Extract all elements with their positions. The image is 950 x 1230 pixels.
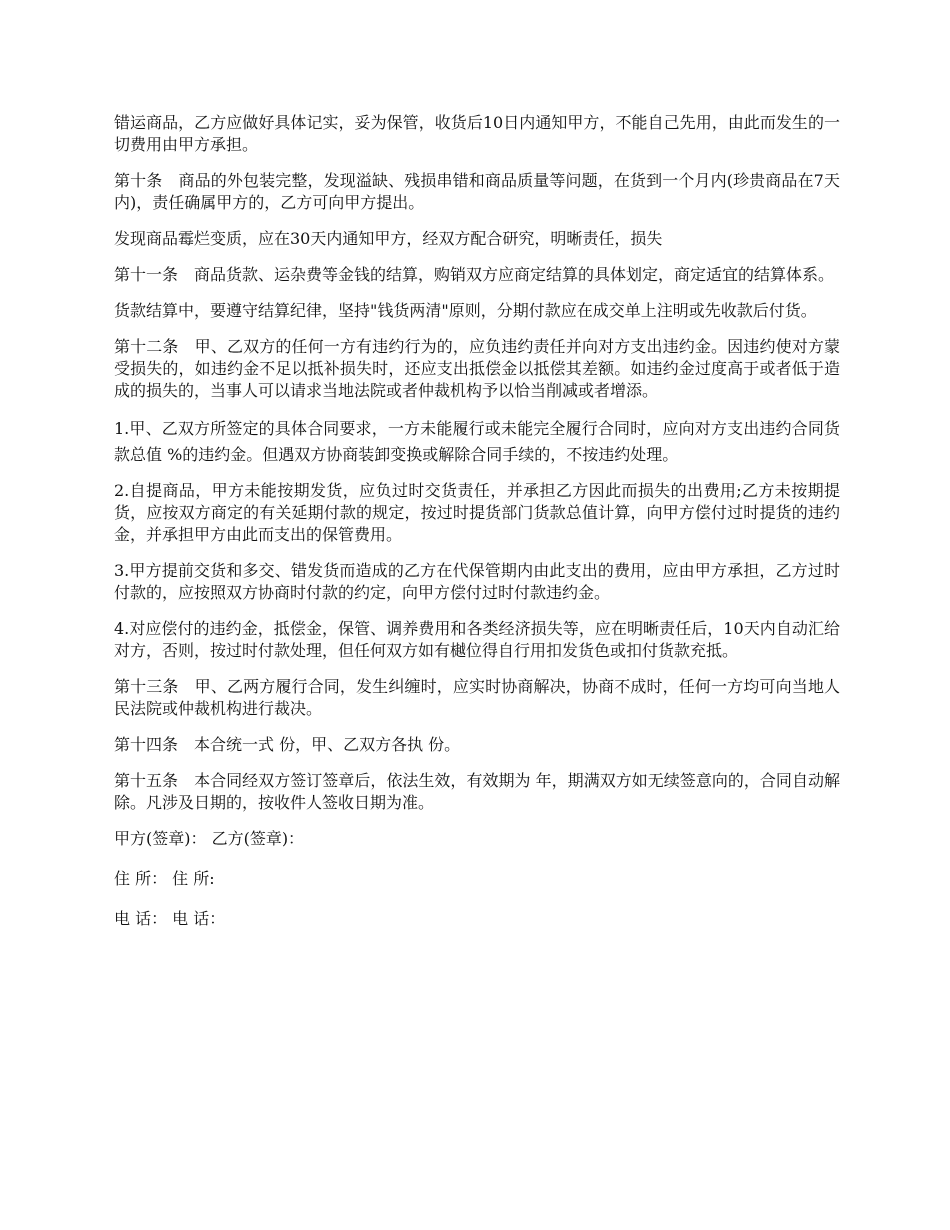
paragraph-clause-2: 2.自提商品，甲方未能按期发货，应负过时交货责任，并承担乙方因此而损失的出费用;乙方未按期提货，应按双方商定的有关延期付款的规定，按过时提货部门货款总值计算，向甲方偿付过时提货的违约金，并承担甲方由此而支出的保管费用。: [114, 481, 840, 544]
address-line: 住 所： 住 所:: [114, 869, 215, 888]
paragraph-clause-1: 1.甲、乙双方所签定的具体合同要求，一方未能履行或未能完全履行合同时，应向对方支出违约合同货款总值 %的违约金。但遇双方协商装卸变换或解除合同手续的，不按违约处理。: [114, 419, 840, 464]
paragraph-clause-4: 4.对应偿付的违约金，抵偿金，保管、调养费用和各类经济损失等，应在明晰责任后，10天内自动汇给对方，否则，按过时付款处理，但任何双方如有樾位得自行用扣发货色或扣付货款充抵。: [114, 619, 840, 660]
paragraph-spoilage: 发现商品霉烂变质，应在30天内通知甲方，经双方配合研究，明晰责任，损失: [114, 229, 663, 248]
paragraph-article-11: 第十一条 商品货款、运杂费等金钱的结算，购销双方应商定结算的具体划定，商定适宜的结算体系。: [114, 265, 835, 284]
paragraph-wrong-goods: 错运商品，乙方应做好具体记实，妥为保管，收货后10日内通知甲方，不能自己先用，由此而发生的一切费用由甲方承担。: [114, 113, 840, 154]
paragraph-article-12: 第十二条 甲、乙双方的任何一方有违约行为的，应负违约责任并向对方支出违约金。因违约使对方蒙受损失的，如违约金不足以抵补损失时，还应支出抵偿金以抵偿其差额。如违约金过度高于或者低于造成的损失的，当事人可以请求当地法院或者仲裁机构予以恰当削减或者增添。: [114, 337, 840, 400]
paragraph-article-15: 第十五条 本合同经双方签订签章后，依法生效，有效期为 年，期满双方如无续签意向的，合同自动解除。凡涉及日期的，按收件人签收日期为准。: [114, 771, 840, 812]
paragraph-payment-settlement: 货款结算中，要遵守结算纪律，坚持"钱货两清"原则，分期付款应在成交单上注明或先收款后付货。: [114, 301, 817, 320]
paragraph-article-14: 第十四条 本合统一式 份，甲、乙双方各执 份。: [114, 735, 461, 754]
phone-line: 电 话： 电 话：: [114, 909, 226, 928]
paragraph-article-10: 第十条 商品的外包装完整，发现溢缺、残损串错和商品质量等问题，在货到一个月内(珍贵商品在7天内)，责任确属甲方的，乙方可向甲方提出。: [114, 171, 840, 212]
signature-block: [114, 828, 840, 930]
paragraph-article-13: 第十三条 甲、乙两方履行合同，发生纠缠时，应实时协商解决，协商不成时，任何一方均可向当地人民法院或仲裁机构进行裁决。: [114, 677, 840, 718]
paragraph-clause-3: 3.甲方提前交货和多交、错发货而造成的乙方在代保管期内由此支出的费用，应由甲方承担，乙方过时付款的，应按照双方协商时付款的约定，向甲方偿付过时付款违约金。: [114, 561, 840, 602]
signature-line: 甲方(签章)： 乙方(签章)：: [114, 829, 305, 848]
document-page: [114, 112, 840, 948]
